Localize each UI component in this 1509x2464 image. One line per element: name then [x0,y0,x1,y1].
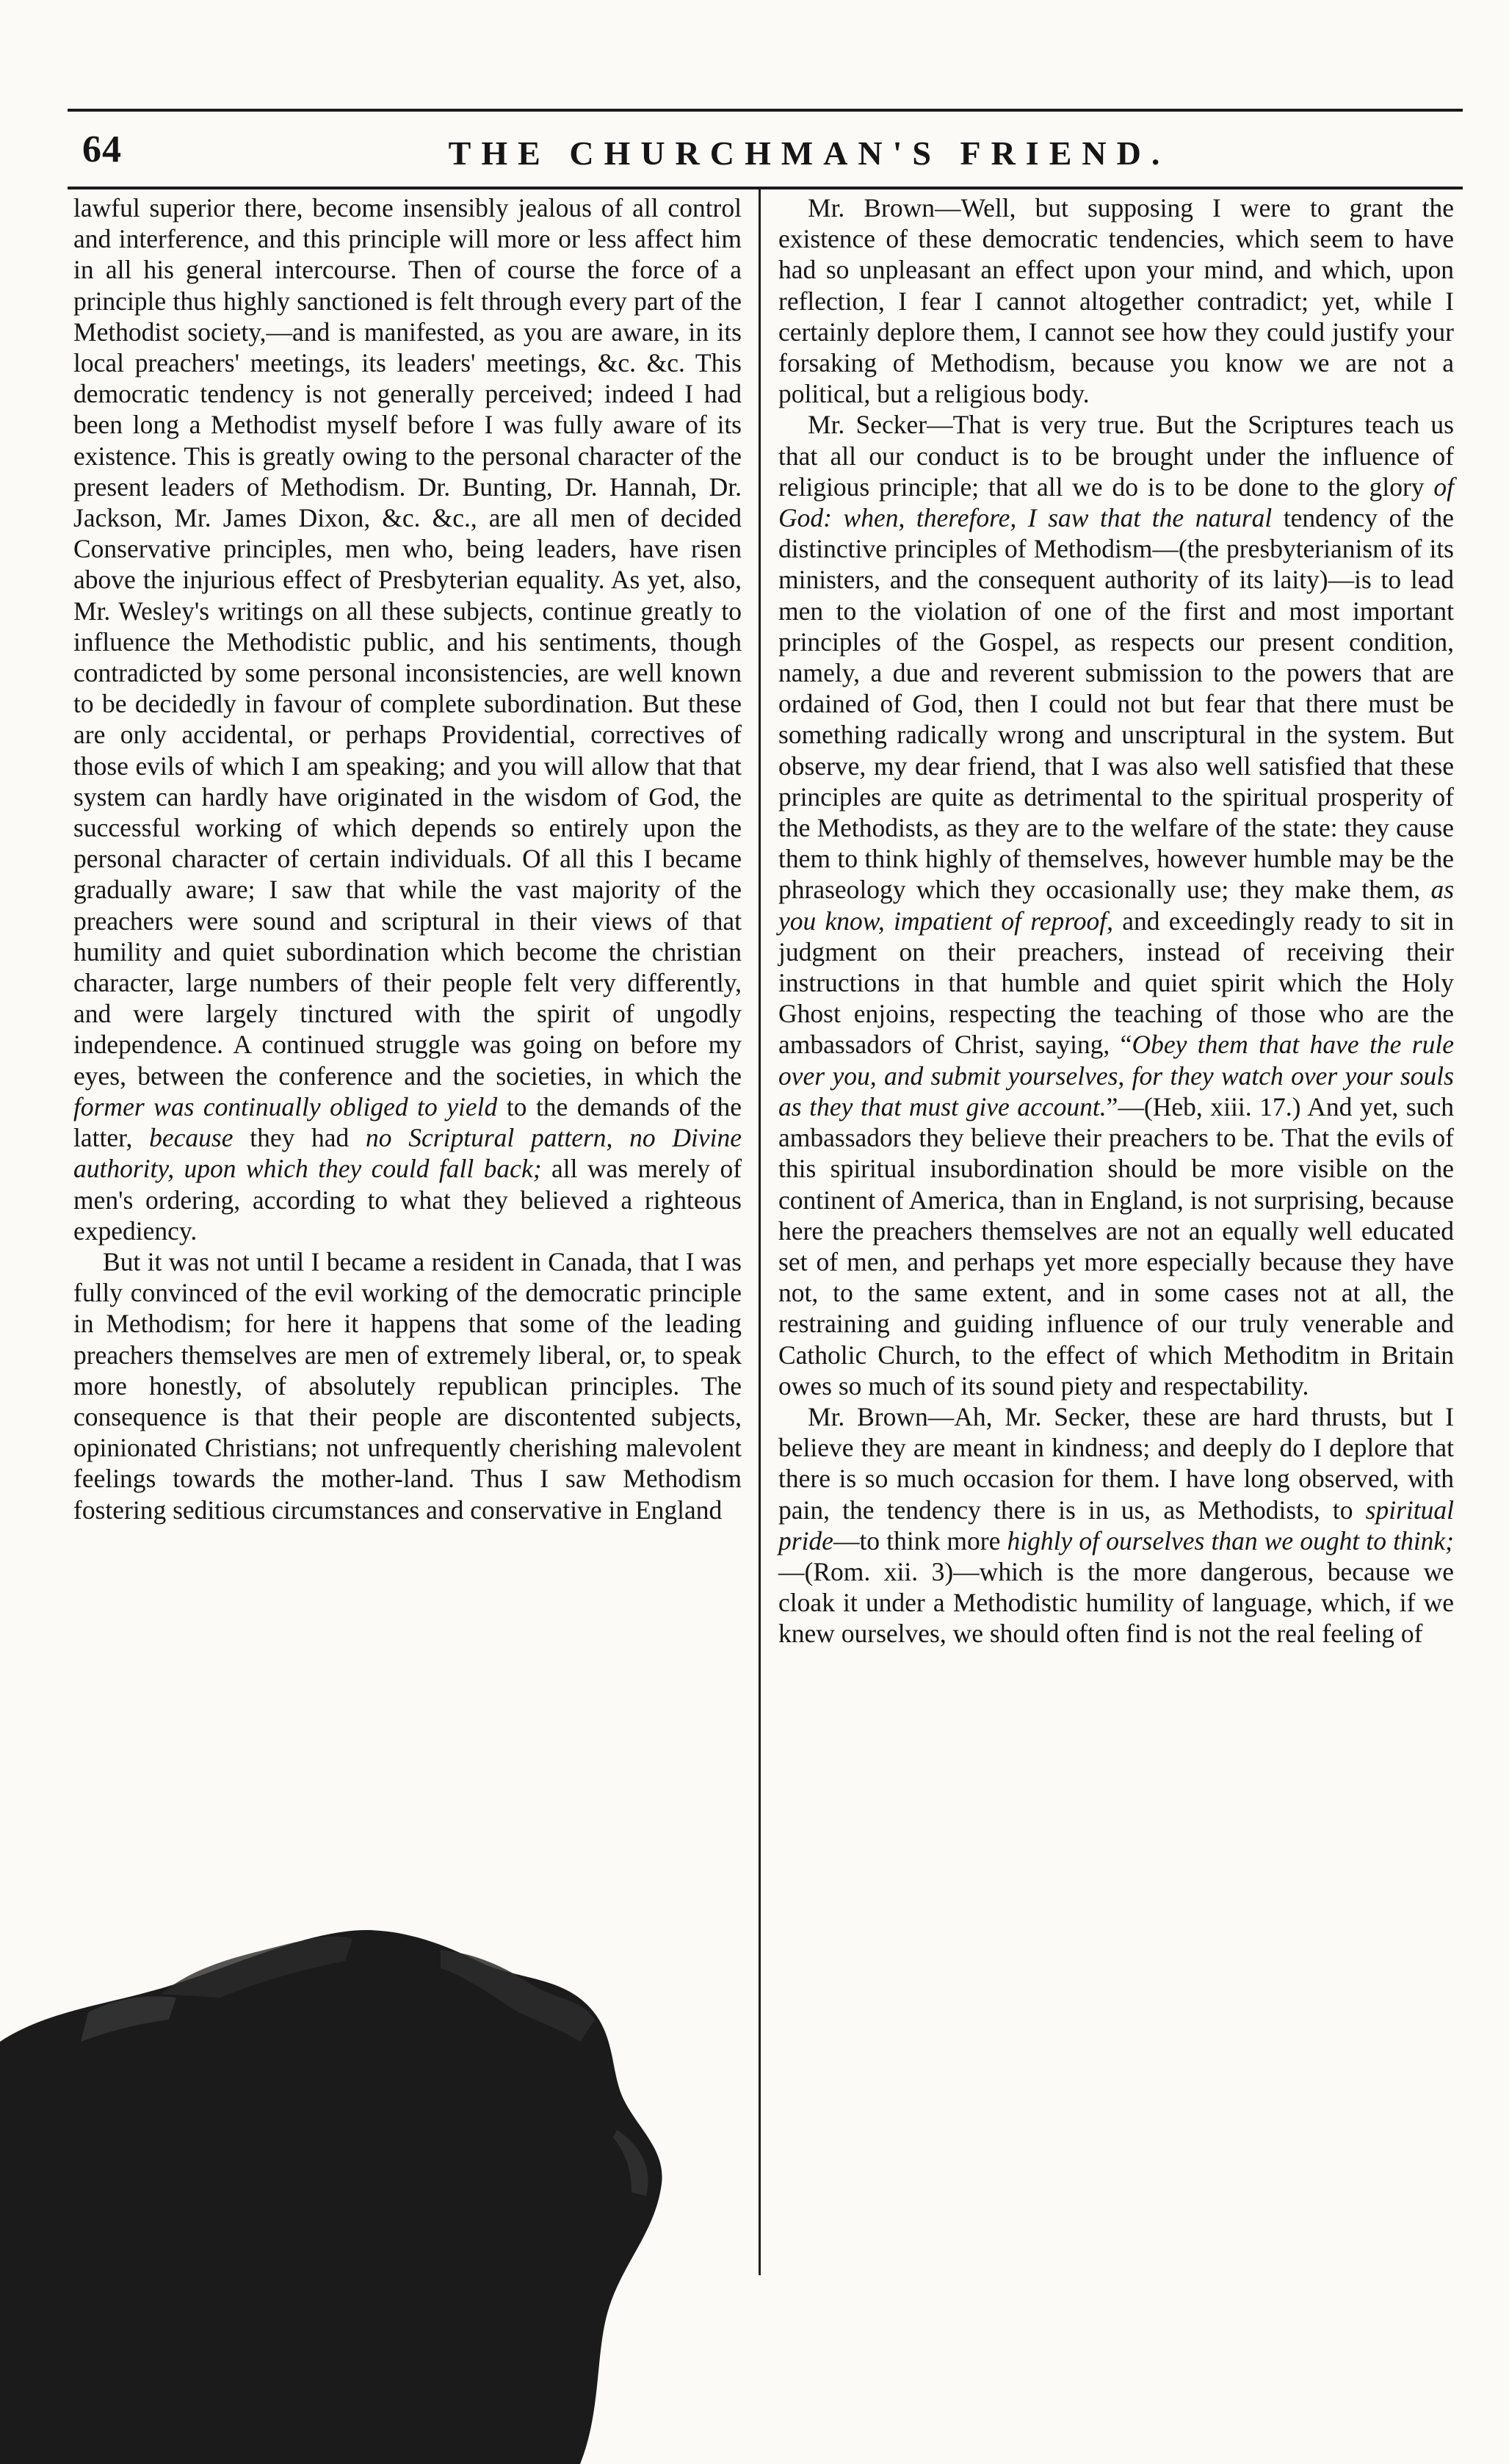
top-rule [68,109,1463,112]
header-rule [68,187,1463,189]
page-header [68,123,1463,182]
column-divider [759,189,761,2275]
left-paragraph-2: But it was not until I became a resident in Canada, that I was fully convinced of the evil working of the democratic principle in Methodism; for here it happens that some of the leading preachers themselves are men of extremely liberal, or, to speak more honestly, of absolutely republican principles. The consequence is that their people are discontented subjects, opinionated Christians; not unfrequently cherishing malevolent feelings towards the mother-land. Thus I saw Methodism fostering seditious circumstances and conservative in England [73,1246,742,1525]
right-paragraph-2: Mr. Secker—That is very true. But the Scriptures teach us that all our conduct is to be brought under the influence of religious principle; that all we do is to be done to the glory of God: when, therefore, I saw that the natural tendency of the distinctive principles of Methodism—(the presbyterianism of its ministers, and the consequent authority of its laity)—is to lead men to the violation of one of the first and most important principles of the Gospel, as respects our present condition, namely, a due and reverent submission to the powers that are ordained of God, then I could not but fear that there must be something radically wrong and unscriptural in the system. But observe, my dear friend, that I was also well satisfied that these principles are quite as detrimental to the spiritual prosperity of the Methodists, as they are to the welfare of the state: they cause them to think highly of themselves, however humble may be the phraseology which they occasionally use; they make them, as you know, impatient of reproof, and exceedingly ready to sit in judgment on their preachers, instead of receiving their instructions in that humble and quiet spirit which the Holy Ghost enjoins, respecting the teaching of those who are the ambassadors of Christ, saying, “Obey them that have the rule over you, and submit yourselves, for they watch over your souls as they that must give account.”—(Heb, xiii. 17.) And yet, such ambassadors they believe their preachers to be. That the evils of this spiritual insubordination should be more visible on the continent of America, than in England, is not surprising, because here the preachers themselves are not an equally well educated set of men, and perhaps yet more especially because they have not, to the same extent, and in some cases not at all, the restraining and guiding influence of our truly venerable and Catholic Church, to the effect of which Methoditm in Britain owes so much of its sound piety and respectability. [778,410,1455,1401]
left-paragraph-1: lawful superior there, become insensibly jealous of all control and interference, and this principle will more or less affect him in all his general intercourse. Then of course the force of a principle thus highly sanctioned is felt through every part of the Methodist society,—and is manifested, as you are aware, in its local preachers' meetings, its leaders' meetings, &c. &c. This democratic tendency is not generally perceived; indeed I had been long a Methodist myself before I was fully aware of its existence. This is greatly owing to the personal character of the present leaders of Methodism. Dr. Bunting, Dr. Hannah, Dr. Jackson, Mr. James Dixon, &c. &c., are all men of decided Conservative principles, men who, being leaders, have risen above the injurious effect of Presbyterian equality. As yet, also, Mr. Wesley's writings on all these subjects, continue greatly to influence the Methodistic public, and his sentiments, though contradicted by some personal inconsistencies, are well known to be decidedly in favour of complete subordination. But these are only accidental, or perhaps Providential, correctives of those evils of which I am speaking; and you will allow that that system can hardly have originated in the wisdom of God, the successful working of which depends so entirely upon the personal character of certain individuals. Of all this I became gradually aware; I saw that while the vast majority of the preachers were sound and scriptural in their views of that humility and quiet subordination which become the christian character, large numbers of their people felt very differently, and were largely tinctured with the spirit of ungodly independence. A continued struggle was going on before my eyes, between the conference and the societies, in which the former was continually obliged to yield to the demands of the latter, because they had no Scriptural pattern, no Divine authority, upon which they could fall back; all was merely of men's ordering, according to what they believed a righteous expediency. [73,193,742,1246]
right-paragraph-3: Mr. Brown—Ah, Mr. Secker, these are hard thrusts, but I believe they are meant in kindness; and deeply do I deplore that there is so much occasion for them. I have long observed, with pain, the tendency there is in us, as Methodists, to spiritual pride—to think more highly of ourselves than we ought to think;—(Rom. xii. 3)—which is the more dangerous, because we cloak it under a Methodistic humility of language, which, if we knew ourselves, we should often find is not the real feeling of [778,1401,1455,1649]
right-paragraph-1: Mr. Brown—Well, but supposing I were to grant the existence of these democratic tendencies, which seem to have had so unpleasant an effect upon your mind, and which, upon reflection, I fear I cannot altogether contradict; yet, while I certainly deplore them, I cannot see how they could justify your forsaking of Methodism, because you know we are not a political, but a religious body. [778,193,1454,409]
ink-damage-blot [0,1821,793,2464]
right-column [778,192,1454,1650]
left-column [73,192,742,1525]
page-number: 64 [82,129,122,170]
running-title: THE CHURCHMAN'S FRIEND. [448,134,1170,172]
